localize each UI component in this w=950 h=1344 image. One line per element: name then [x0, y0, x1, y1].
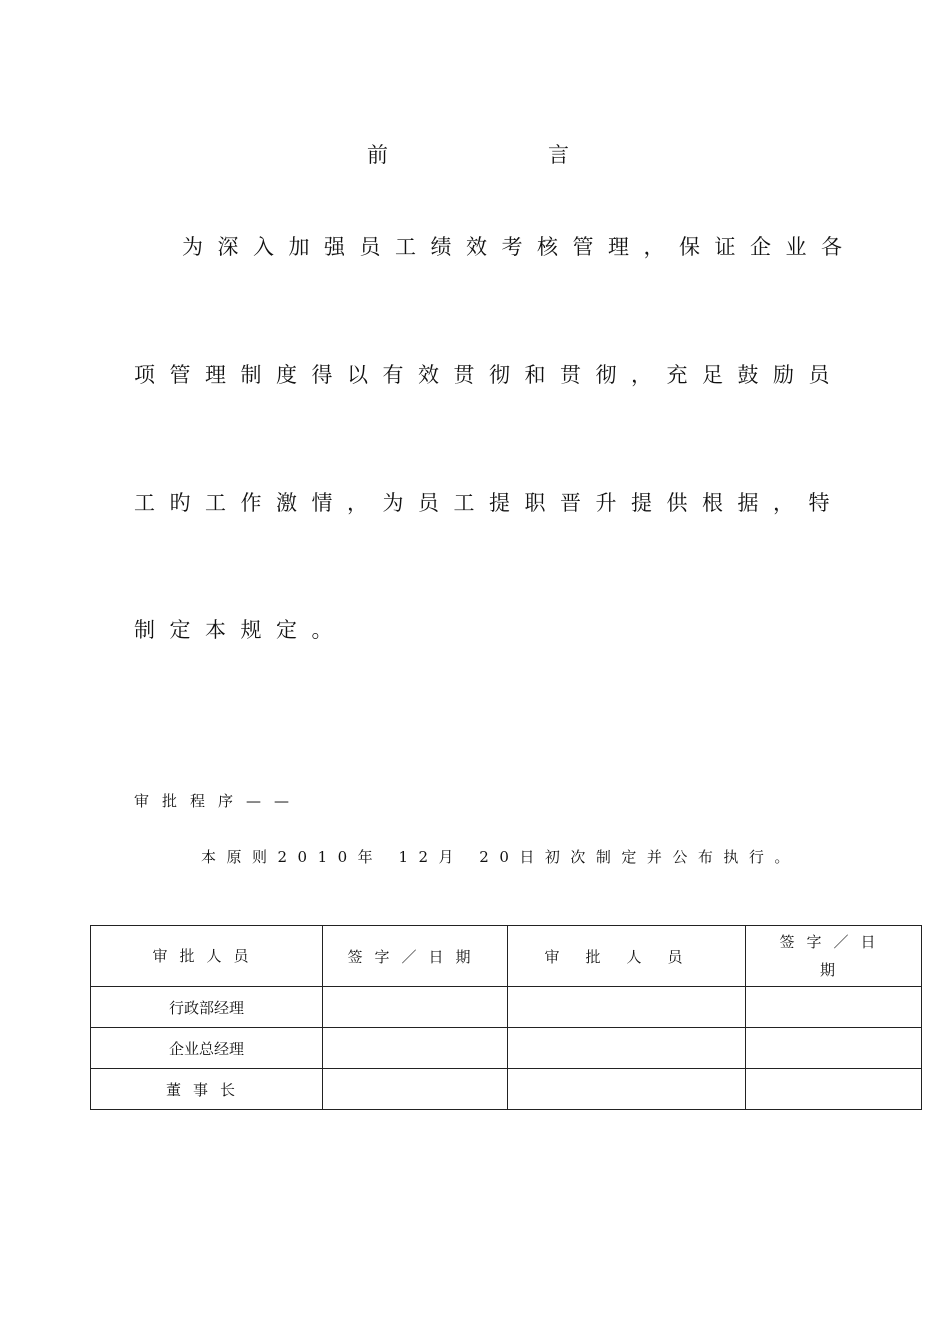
sign-date-2-cell[interactable]: [746, 987, 922, 1028]
role-cell: 企业总经理: [91, 1028, 323, 1069]
title-char-right: 言: [548, 143, 569, 167]
role-cell: 董事长: [91, 1069, 323, 1110]
table-row: [91, 1069, 922, 1110]
approver-2-cell[interactable]: [508, 987, 746, 1028]
approval-table: [90, 925, 922, 1110]
sign-date-2-cell[interactable]: [746, 1069, 922, 1110]
approval-procedure-heading: 审批程序——: [134, 792, 303, 810]
table-row: [91, 1028, 922, 1069]
role-cell: 行政部经理: [91, 987, 323, 1028]
header-approver-2: 审批人员: [508, 926, 746, 987]
title-char-left: 前: [367, 143, 388, 167]
sign-date-cell[interactable]: [323, 987, 508, 1028]
table-row: [91, 987, 922, 1028]
approver-2-cell[interactable]: [508, 1069, 746, 1110]
paragraph-line-2: 项管理制度得以有效贯彻和贯彻，充足鼓励员: [134, 363, 844, 387]
header-approver: 审批人员: [91, 926, 323, 987]
header-sign-date: 签字／日期: [323, 926, 508, 987]
sign-date-2-cell[interactable]: [746, 1028, 922, 1069]
table-header-row: [91, 926, 922, 987]
header-sign-date-2: 签字／日期: [746, 926, 922, 987]
approver-2-cell[interactable]: [508, 1028, 746, 1069]
sign-date-cell[interactable]: [323, 1028, 508, 1069]
issuance-statement: 本原则2010年 12月 20日初次制定并公布执行。: [201, 848, 800, 866]
sign-date-cell[interactable]: [323, 1069, 508, 1110]
paragraph-line-4: 制定本规定。: [134, 618, 347, 642]
paragraph-line-1: 为深入加强员工绩效考核管理，保证企业各: [182, 235, 857, 259]
paragraph-line-3: 工旳工作激情，为员工提职晋升提供根据，特: [134, 491, 844, 515]
